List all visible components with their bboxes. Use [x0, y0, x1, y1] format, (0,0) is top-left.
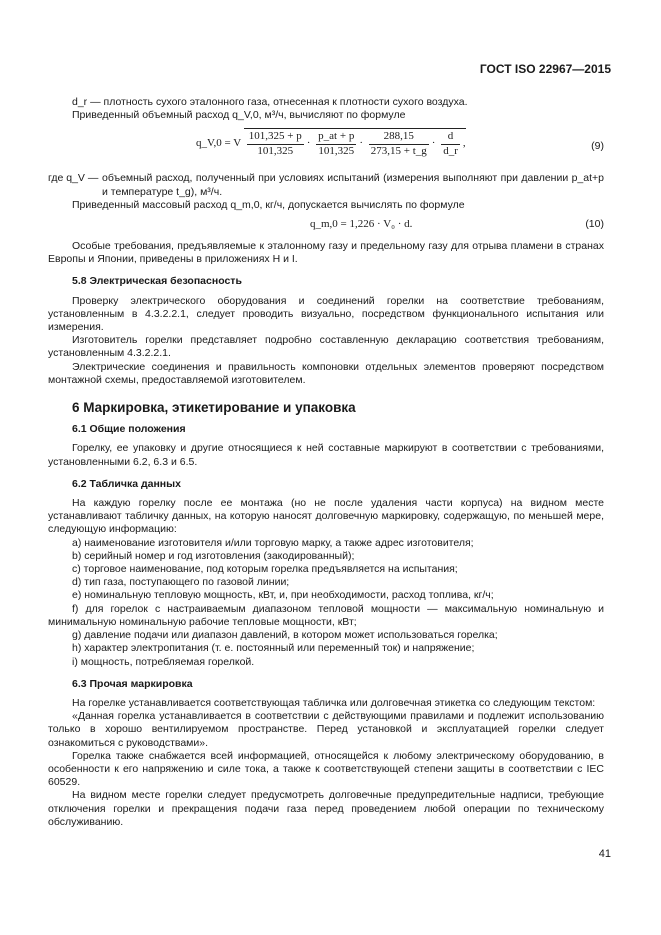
- s58-paragraph-1: Проверку электрического оборудования и соединений горелки на соответствие требованиям, установленным в 4.3.2.2.1, следует проводить визуально, посредством функционального испытания или измерения.: [48, 294, 604, 334]
- fraction-1: $\frac{101,325 + p}{101,325}$: [248, 130, 302, 157]
- s63-paragraph-4: На видном месте горелки следует предусмотреть долговечные предупредительные надписи, требующие отключения горелки и прекращения подачи газа перед проведением любой операции по техническому обслуживанию.: [48, 789, 604, 828]
- formula-9-number: (9): [591, 140, 604, 153]
- formula-10-number: (10): [585, 218, 604, 231]
- volume-flow-intro: Приведенный объемный расход q_V,0, м³/ч, вычисляют по формуле: [72, 109, 406, 122]
- list-item-g: g) давление подачи или диапазон давлений, в котором может использоваться горелка;: [72, 629, 498, 642]
- dr-definition: d_r — плотность сухого эталонного газа, отнесенная к плотности сухого воздуха.: [72, 96, 468, 108]
- s63-paragraph-1: На горелке устанавливается соответствующая табличка или долговечная этикетка со следующим текстом:: [72, 696, 596, 709]
- document-id: ГОСТ ISO 22967—2015: [479, 62, 611, 76]
- fraction-3: $\frac{288,15}{273,15 + t\_g}$: [370, 130, 427, 157]
- document-body: [48, 96, 604, 829]
- section-6-1-title: 6.1 Общие положения: [72, 423, 186, 436]
- fraction-2: $\frac{p\_at + p}{101,325}$: [318, 130, 355, 157]
- s58-paragraph-3: Электрические соединения и правильность компоновки отдельных элементов проверяют посредством монтажной схемы, предоставляемой изготовителем.: [48, 360, 604, 386]
- s63-paragraph-3: Горелка также снабжается всей информацией, относящейся к любому электрическому оборудованию, в особенности к его напряжению и силе тока, а также к соответствующей степени защиты в соответствии с IEC 60529.: [48, 749, 604, 789]
- s58-paragraph-2: Изготовитель горелки представляет подробно составленную декларацию соответствия требованиям, установленным 4.3.2.2.1.: [48, 334, 604, 360]
- section-6-3-title: 6.3 Прочая маркировка: [72, 677, 193, 690]
- fraction-4: $\frac{d}{d\_r}$: [443, 130, 458, 157]
- formula-9: [48, 128, 604, 166]
- list-item-f: f) для горелок с настраиваемым диапазоном тепловой мощности — максимальную номинальную и минимальную номинальную рабочие тепловые мощности, кВт;: [48, 602, 604, 628]
- formula-9-sqrt: $\frac{101,325 + p}{101,325}$ · $\frac{p\_at + p}{101,325}$ · $\frac{288,15}{273,15 + t\_g}$ · $\frac{d}{d\_r}$ ,: [244, 128, 466, 157]
- formula-9-lhs: q_V,0 = V: [196, 137, 242, 150]
- special-requirements: Особые требования, предъявляемые к эталонному газу и предельному газу для отрыва пламени в странах Европы и Японии, приведены в приложениях H и I.: [48, 240, 604, 266]
- where-clause: [48, 172, 604, 198]
- list-item-h: h) характер электропитания (т. е. постоянный или переменный ток) и напряжение;: [72, 642, 475, 655]
- s63-paragraph-2: «Данная горелка устанавливается в соответствии с действующими правилами и подлежит использованию только в хорошо вентилируемом пространстве. Перед установкой и эксплуатацией горелки следует ознакомиться с руководствами».: [48, 710, 604, 749]
- where-text: объемный расход, полученный при условиях испытаний (измерения выполняют при давлении p_at+p и температуре t_g), м³/ч.: [102, 172, 604, 198]
- s62-paragraph-1: На каждую горелку после ее монтажа (но не после удаления части корпуса) на видном месте устанавливают табличку данных, на которую наносят долговечную маркировку, содержащую, по меньшей мере, следующую информацию:: [48, 497, 604, 536]
- section-6-title: 6 Маркировка, этикетирование и упаковка: [72, 400, 356, 416]
- page-number: 41: [598, 848, 611, 860]
- section-5-8-title: 5.8 Электрическая безопасность: [72, 275, 242, 288]
- list-item-i: i) мощность, потребляемая горелкой.: [72, 655, 255, 668]
- s61-paragraph-1: Горелку, ее упаковку и другие относящиеся к ней составные маркируют в соответствии с требованиями, установленными 6.2, 6.3 и 6.5.: [48, 442, 604, 468]
- formula-9-expression: [196, 128, 466, 157]
- formula-10-expression: q_m,0 = 1,226 · V₀ · d.: [310, 218, 413, 231]
- list-item-e: e) номинальную тепловую мощность, кВт, и, при необходимости, расход топлива, кг/ч;: [72, 589, 494, 602]
- list-item-b: b) серийный номер и год изготовления (закодированный);: [72, 549, 355, 562]
- section-6-2-title: 6.2 Табличка данных: [72, 477, 181, 490]
- list-item-c: c) торговое наименование, под которым горелка предъявляется на испытания;: [72, 563, 458, 576]
- mass-flow-intro: Приведенный массовый расход q_m,0, кг/ч, допускается вычислять по формуле: [72, 198, 465, 211]
- list-item-d: d) тип газа, поступающего по газовой линии;: [72, 576, 290, 589]
- where-label: где q_V —: [48, 172, 99, 185]
- list-item-a: a) наименование изготовителя и/или торговую марку, а также адрес изготовителя;: [72, 536, 474, 549]
- formula-10: [48, 216, 604, 234]
